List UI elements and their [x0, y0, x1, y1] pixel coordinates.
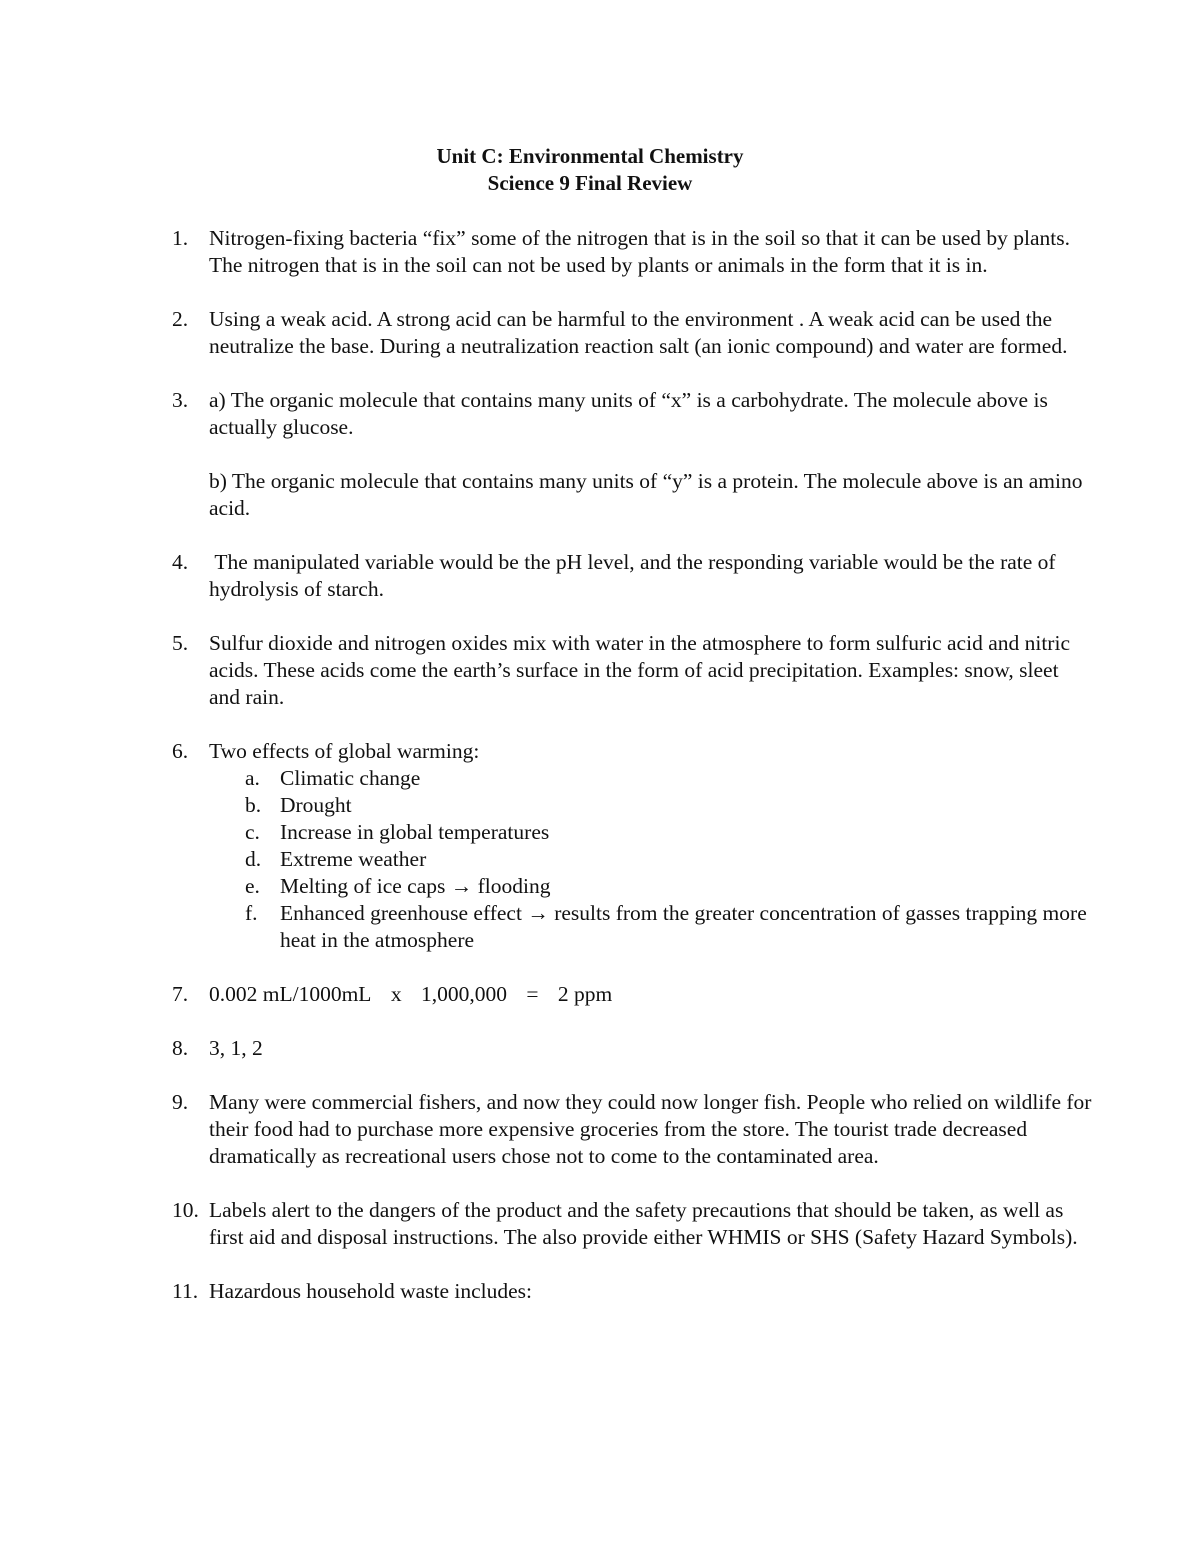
sub-item-letter: c. [245, 820, 260, 844]
answer-item [172, 306, 1092, 360]
sub-list-item [245, 765, 1092, 792]
sub-item-letter: d. [245, 847, 262, 871]
sub-list-item [245, 819, 1092, 846]
sub-item-text: Climatic change [280, 766, 421, 790]
item-number: 1. [172, 226, 189, 250]
item-number: 11. [172, 1279, 199, 1303]
sub-item-text: Increase in global temperatures [280, 820, 550, 844]
calc-fraction: 0.002 mL/1000mL [209, 982, 372, 1006]
answer-item [172, 738, 1092, 954]
item-number: 8. [172, 1036, 189, 1060]
answer-item [172, 1035, 1092, 1062]
item-number: 7. [172, 982, 189, 1006]
sub-item-letter: f. [245, 901, 258, 925]
item-text: Labels alert to the dangers of the product and the safety precautions that should be taken, as well as first aid and disposal instructions. The also provide either WHMIS or SHS (Safety Hazard Symbols). [209, 1198, 1078, 1249]
sub-list-item [245, 792, 1092, 819]
sub-item-letter: b. [245, 793, 262, 817]
item-text: Two effects of global warming: [209, 739, 480, 763]
item-text-part-b: b) The organic molecule that contains many units of “y” is a protein. The molecule above is an amino acid. [209, 469, 1083, 520]
answer-item [172, 981, 1092, 1008]
title-block [0, 143, 1180, 197]
item-number: 6. [172, 739, 189, 763]
item-text: Nitrogen-fixing bacteria “fix” some of the nitrogen that is in the soil so that it can be used by plants. The nitrogen that is in the soil can not be used by plants or animals in the form that it is in. [209, 226, 1070, 277]
sub-item-letter: a. [245, 766, 260, 790]
calc-multiply: x [390, 982, 402, 1006]
document-subtitle: Science 9 Final Review [487, 171, 693, 195]
answer-item [172, 1278, 1092, 1305]
item-number: 9. [172, 1090, 189, 1114]
item-number: 2. [172, 307, 189, 331]
sub-item-text: Melting of ice caps → flooding [280, 874, 551, 898]
answer-list [172, 225, 1092, 1332]
calculation [209, 981, 1092, 1008]
calc-factor: 1,000,000 [420, 982, 507, 1006]
sub-list [209, 765, 1092, 954]
item-number: 10. [172, 1198, 199, 1222]
sub-item-letter: e. [245, 874, 260, 898]
item-text: Sulfur dioxide and nitrogen oxides mix with water in the atmosphere to form sulfuric acid and nitric acids. These acids come the earth’s surface in the form of acid precipitation. Examples: snow, sleet and rain. [209, 631, 1070, 709]
sub-list-item [245, 900, 1092, 954]
answer-item [172, 630, 1092, 711]
item-number: 4. [172, 550, 189, 574]
calc-result: 2 ppm [557, 982, 613, 1006]
document-title: Unit C: Environmental Chemistry [436, 144, 744, 168]
sub-item-text: Enhanced greenhouse effect → results from the greater concentration of gasses trapping more heat in the atmosphere [280, 901, 1087, 952]
answer-item [172, 225, 1092, 279]
sub-list-item [245, 846, 1092, 873]
item-text: 3, 1, 2 [209, 1036, 263, 1060]
item-text: Using a weak acid. A strong acid can be harmful to the environment . A weak acid can be used the neutralize the base. During a neutralization reaction salt (an ionic compound) and water are formed. [209, 307, 1068, 358]
item-text: Hazardous household waste includes: [209, 1279, 533, 1303]
sub-list-item [245, 873, 1092, 900]
item-number: 5. [172, 631, 189, 655]
sub-item-text: Drought [280, 793, 352, 817]
calc-equals: = [526, 982, 539, 1006]
answer-item [172, 1197, 1092, 1251]
answer-item [172, 387, 1092, 522]
answer-item [172, 1089, 1092, 1170]
sub-item-text: Extreme weather [280, 847, 427, 871]
item-text: The manipulated variable would be the pH level, and the responding variable would be the rate of hydrolysis of starch. [209, 550, 1061, 601]
answer-item [172, 549, 1092, 603]
item-number: 3. [172, 388, 189, 412]
item-text-part-a: a) The organic molecule that contains many units of “x” is a carbohydrate. The molecule above is actually glucose. [209, 388, 1048, 439]
item-text: Many were commercial fishers, and now they could now longer fish. People who relied on wildlife for their food had to purchase more expensive groceries from the store. The tourist trade decreased dramatically as recreational users chose not to come to the contaminated area. [209, 1090, 1092, 1168]
